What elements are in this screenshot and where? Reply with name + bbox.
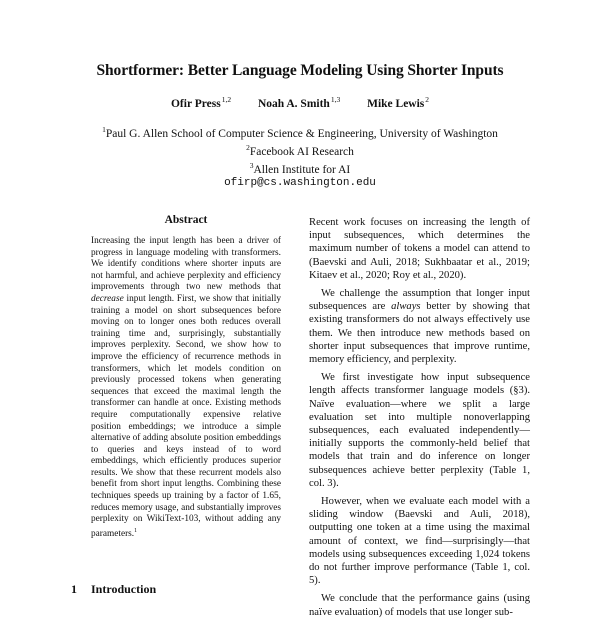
footnote-mark: 1	[134, 527, 138, 534]
paragraph-text: We challenge the assumption that longer input subsequences are	[309, 288, 530, 313]
author-affil-mark: 2	[425, 95, 430, 104]
author-3	[367, 95, 429, 110]
paragraph: However, when we evaluate each model with a sliding window (Baevski and Auli, 2018), outputting one token at a time using the maximal amount of context, we find—surprisingly—that models using subsequences exceeding 1,024 tokens do not further improve performance (Table 1, col. 5).	[309, 496, 530, 587]
paragraph: Recent work focuses on increasing the length of input subsequences, which determines the maximum number of tokens a model can attend to (Baevski and Auli, 2018; Sukhbaatar et al., 2019; Kitaev et al., 2020; Roy et al., 2020).	[309, 217, 530, 281]
section-heading-introduction	[71, 582, 156, 597]
abstract-column	[91, 214, 281, 541]
abstract-text: Increasing the input length has been a driver of progress in language modeling with transformers. We identify conditions where shorter inputs are not harmful, and achieve perplexity and efficiency improvements through two new methods that	[91, 236, 281, 293]
author-2	[258, 95, 340, 110]
abstract-text: input length. First, we show that initially training a model on short subsequences before moving on to longer ones both reduces overall training time and, surprisingly, substantially improves perplexity. Second, we show how to improve the efficiency of recurrence methods in transformers, which let models condition on previously processed tokens when generating sequences that exceed the maximal length the transformer can handle at once. Existing methods require computationally expensive relative position embeddings; we introduce a simple alternative of adding absolute position embeddings to queries and keys instead of to word embeddings, which efficiently produces superior results. We show that these recurrent models also benefit from short input lengths. Combining these techniques speeds up training by a factor of 1.65, reduces memory usage, and substantially improves perplexity on WikiText-103, without adding any parameters.	[91, 293, 281, 539]
right-column	[309, 216, 530, 624]
affiliation-3	[40, 159, 560, 177]
paragraph: We conclude that the performance gains (using naïve evaluation) of models that use longer sub-	[309, 593, 530, 618]
author-1	[171, 95, 231, 110]
abstract-body	[91, 236, 281, 541]
affiliation-text: Paul G. Allen School of Computer Science & Engineering, University of Washington	[105, 127, 498, 140]
affiliation-text: Facebook AI Research	[249, 145, 354, 158]
paragraph	[309, 287, 530, 366]
paper-title: Shortformer: Better Language Modeling Using Shorter Inputs	[96, 62, 504, 79]
affiliation-mark: 2	[246, 142, 250, 152]
author-name: Ofir Press	[170, 97, 221, 110]
abstract-heading: Abstract	[164, 214, 208, 226]
affiliation-mark: 3	[249, 160, 254, 170]
section-title: Introduction	[91, 582, 157, 596]
abstract-emphasis: decrease	[91, 293, 124, 304]
affiliation-text: Allen Institute for AI	[253, 163, 351, 176]
affiliation-1	[40, 123, 560, 141]
author-affil-mark: 1,3	[330, 95, 341, 104]
author-affil-mark: 1,2	[221, 95, 232, 104]
author-name: Mike Lewis	[367, 97, 425, 110]
affiliation-2	[40, 141, 560, 159]
author-name: Noah A. Smith	[257, 97, 330, 110]
affiliation-mark: 1	[102, 125, 106, 134]
author-email: ofirp@cs.washington.edu	[224, 177, 376, 190]
section-number: 1	[71, 582, 77, 596]
paragraph-emphasis: always	[391, 301, 421, 313]
author-list	[40, 95, 560, 110]
paragraph-text: better by showing that existing transformers do not always effectively use them. We then introduce new methods based on shorter input subsequences that improve runtime, memory efficiency, and perplexity.	[309, 301, 531, 366]
paragraph: We first investigate how input subsequence length affects transformer language models (§3). Naïve evaluation—where we split a large evaluation set into multiple nonoverlapping subsequences, each evaluated independently—initially supports the commonly-held belief that models that train and do inference on longer subsequences achieve better perplexity (Table 1, col. 3).	[309, 372, 530, 489]
affiliations	[40, 123, 560, 190]
